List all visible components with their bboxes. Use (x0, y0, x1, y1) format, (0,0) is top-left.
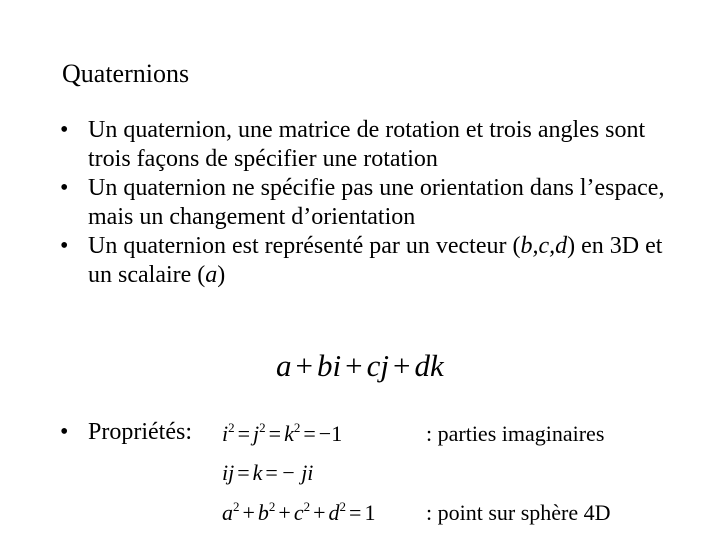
sphere-note: : point sur sphère 4D (426, 500, 611, 525)
eq-term-dk: dk (414, 348, 444, 383)
eq-exponent: 2 (268, 499, 276, 514)
eq-i: i (222, 421, 229, 446)
eq-ij: ij (222, 460, 235, 485)
eq-exponent: 2 (228, 420, 235, 435)
eq-a: a (222, 500, 233, 525)
eq-equals: = (303, 421, 316, 446)
eq-plus: + (278, 500, 291, 525)
eq-equals: = (349, 500, 362, 525)
bullet-text-before: Un quaternion est représenté par un vecteur ( (88, 233, 521, 259)
eq-equals: = (265, 460, 278, 485)
eq-term-bi: bi (316, 348, 342, 383)
properties-bullet (60, 418, 192, 447)
eq-plus: + (345, 348, 363, 383)
bullet-marker: • (60, 419, 69, 445)
ij-product-equation (222, 460, 313, 486)
quaternion-equation (276, 348, 444, 384)
eq-k: k (252, 460, 263, 485)
eq-plus: + (242, 500, 255, 525)
bullet-list (60, 116, 680, 290)
properties-label: Propriétés: (88, 419, 192, 445)
vector-components: b,c,d (520, 233, 568, 259)
imaginary-parts-note: : parties imaginaires (426, 421, 605, 446)
eq-equals: = (268, 421, 282, 446)
eq-exponent: 2 (339, 499, 347, 514)
scalar-component: a (205, 262, 218, 288)
bullet-marker: • (60, 117, 69, 143)
eq-k: k (284, 421, 294, 446)
bullet-item (60, 232, 680, 290)
bullet-text: Un quaternion ne spécifie pas une orientation dans l’espace, mais un changement d’orientation (88, 175, 665, 230)
eq-plus: + (392, 348, 411, 383)
eq-exponent: 2 (259, 420, 266, 435)
eq-term-a: a (276, 348, 292, 383)
imaginary-units-equation (222, 421, 342, 447)
eq-exponent: 2 (233, 499, 240, 514)
eq-d: d (328, 500, 340, 525)
eq-neg-ji: − ji (280, 460, 314, 485)
eq-plus: + (313, 500, 326, 525)
bullet-item (60, 116, 680, 174)
unit-norm-equation (222, 500, 375, 526)
eq-exponent: 2 (293, 420, 301, 435)
eq-equals: = (237, 421, 251, 446)
slide-title: Quaternions (62, 59, 190, 88)
eq-b: b (257, 500, 269, 525)
eq-rhs: −1 (318, 421, 343, 446)
eq-rhs: 1 (364, 500, 376, 525)
bullet-marker: • (60, 175, 69, 201)
bullet-text-middle: ) en 3D et un scalaire ( (88, 233, 663, 288)
bullet-item (60, 174, 680, 232)
bullet-text-after: ) (217, 262, 226, 288)
eq-j: j (253, 421, 260, 446)
eq-exponent: 2 (303, 499, 311, 514)
eq-plus: + (295, 348, 313, 383)
bullet-text: Un quaternion, une matrice de rotation et trois angles sont trois façons de spécifier une rotation (88, 117, 646, 172)
eq-c: c (293, 500, 304, 525)
eq-term-cj: cj (366, 348, 389, 383)
bullet-marker: • (60, 233, 69, 259)
eq-equals: = (237, 460, 250, 485)
